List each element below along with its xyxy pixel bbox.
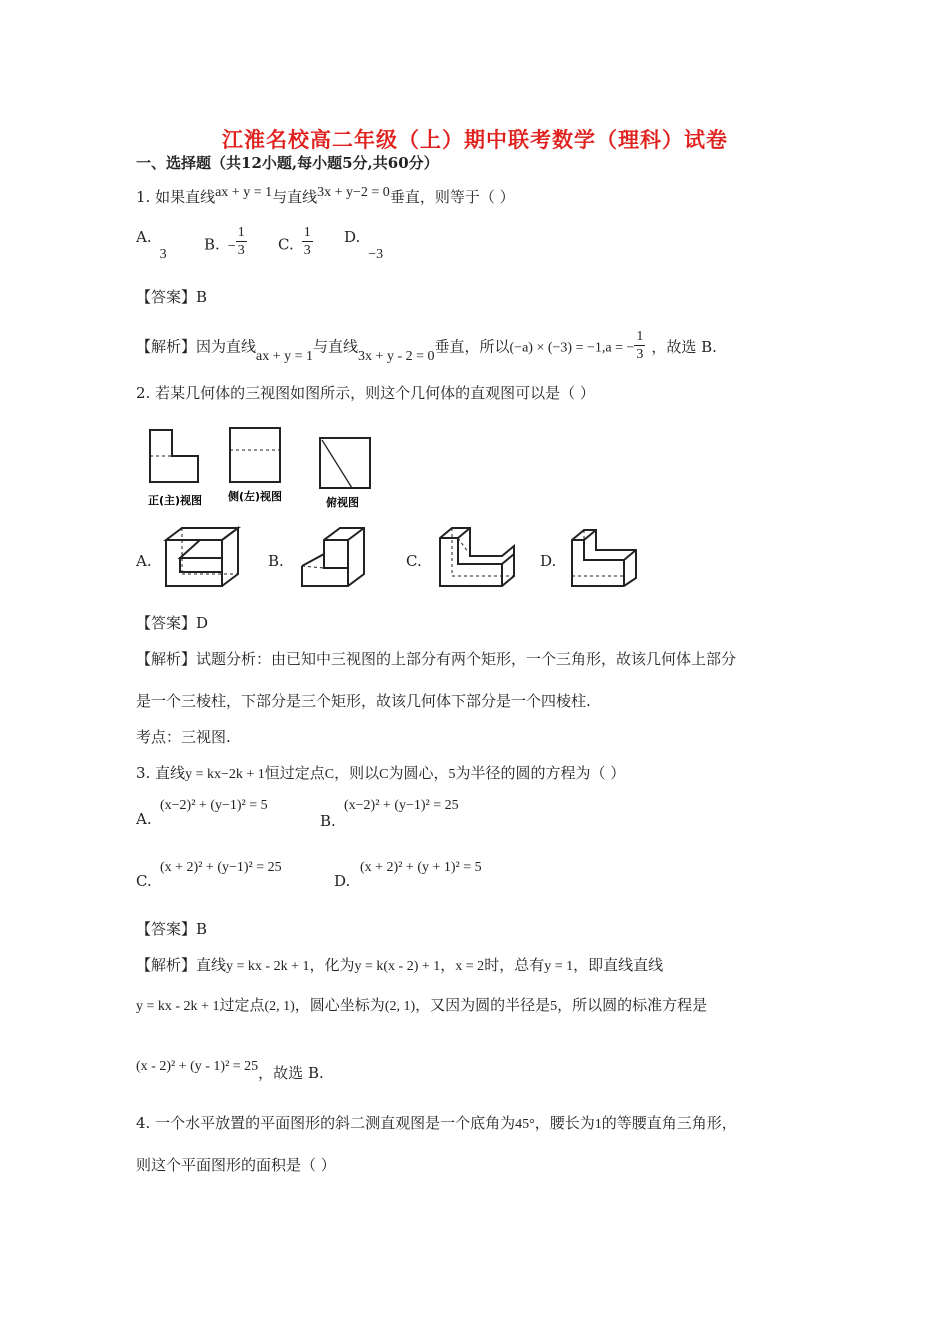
q2-stem: 2. 若某几何体的三视图如图所示，则这个几何体的直观图可以是（ ） — [136, 384, 595, 402]
front-view — [150, 430, 198, 482]
q3-analysis-line3: (x - 2)² + (y - 1)² = 25，故选 B. — [136, 1059, 324, 1082]
q1-option-c: C. $\frac{1}{3}$ — [278, 225, 311, 258]
top-view-label: 俯视图 — [326, 496, 359, 509]
front-view-label: 正(主)视图 — [148, 494, 203, 507]
q2-kaodian: 考点：三视图. — [136, 728, 231, 746]
q1-analysis: 【解析】因为直线ax + y = 1与直线3x + y - 2 = 0垂直，所以(−a) × (−3) = −1,a = − $\frac{1}{3}$ ，故选 B. — [136, 329, 717, 364]
q2-option-b-label: B. — [268, 552, 284, 570]
q2-analysis-line2: 是一个三棱柱，下部分是三个矩形，故该几何体下部分是一个四棱柱. — [136, 692, 591, 710]
three-views-figure — [140, 420, 390, 512]
q1-options — [136, 225, 384, 262]
q1-stem: 1. 如果直线ax + y = 1与直线3x + y−2 = 0垂直，则等于（ ） — [136, 185, 515, 206]
q2-option-d-figure — [566, 520, 646, 592]
q3-option-d-label: D. — [334, 872, 351, 890]
top-view — [320, 438, 370, 488]
page-title: 江淮名校高二年级（上）期中联考数学（理科）试卷 — [222, 127, 728, 152]
q3-option-a: (x−2)² + (y−1)² = 5 — [160, 798, 268, 813]
side-view — [230, 428, 280, 482]
side-view-label: 侧(左)视图 — [228, 490, 283, 503]
q3-analysis-line1: 【解析】直线y = kx - 2k + 1，化为y = k(x - 2) + 1，x = 2时，总有y = 1，即直线直线 — [136, 956, 664, 974]
q2-answer: 【答案】D — [136, 614, 209, 632]
q1-option-d: D.−3 — [344, 228, 384, 262]
section-heading: 一、选择题（共12小题,每小题5分,共60分） — [136, 154, 439, 172]
q2-option-a-label: A. — [136, 552, 152, 570]
q1-option-b: B. − $\frac{1}{3}$ — [204, 225, 245, 258]
q3-stem: 3. 直线y = kx−2k + 1恒过定点C，则以C为圆心，5为半径的圆的方程为（ ） — [136, 764, 626, 782]
q3-option-c-label: C. — [136, 872, 152, 890]
q1-option-a: A.3 — [136, 228, 167, 262]
q1-answer: 【答案】B — [136, 288, 208, 306]
q4-stem-line2: 则这个平面图形的面积是（ ） — [136, 1156, 336, 1174]
q3-option-c: (x + 2)² + (y−1)² = 25 — [160, 860, 282, 875]
q3-option-b-label: B. — [320, 812, 336, 830]
q3-option-a-label: A. — [136, 810, 152, 828]
q2-analysis-line1: 【解析】试题分析：由已知中三视图的上部分有两个矩形，一个三角形，故该几何体上部分 — [136, 650, 737, 668]
q2-option-c-figure — [432, 520, 522, 592]
q3-analysis-line2: y = kx - 2k + 1过定点(2, 1)，圆心坐标为(2, 1)，又因为圆的半径是5，所以圆的标准方程是 — [136, 996, 708, 1014]
q2-option-b-figure — [296, 520, 376, 592]
q3-option-b: (x−2)² + (y−1)² = 25 — [344, 798, 459, 813]
q2-option-a-figure — [160, 520, 250, 592]
q2-option-d-label: D. — [540, 552, 557, 570]
q4-stem-line1: 4. 一个水平放置的平面图形的斜二测直观图是一个底角为45°，腰长为1的等腰直角三角形， — [136, 1114, 737, 1132]
q2-option-c-label: C. — [406, 552, 422, 570]
q3-answer: 【答案】B — [136, 920, 208, 938]
q3-option-d: (x + 2)² + (y + 1)² = 5 — [360, 860, 482, 875]
